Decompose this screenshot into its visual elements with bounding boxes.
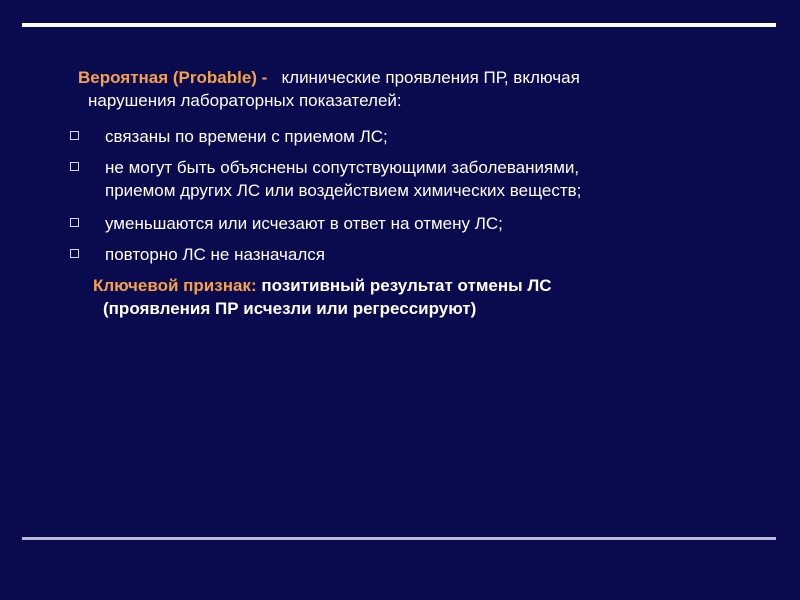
definition-term: Вероятная (Probable) - (78, 68, 268, 87)
square-bullet-icon (70, 218, 79, 227)
criteria-text-2-line-2: приемом других ЛС или воздействием химических веществ; (105, 181, 582, 200)
square-bullet-icon (70, 162, 79, 171)
key-sign-line-2: (проявления ПР исчезли или регрессируют) (103, 299, 477, 318)
criteria-text-4: повторно ЛС не назначался (105, 245, 325, 264)
key-sign-paragraph (93, 274, 753, 320)
criteria-text-2-line-1: не могут быть объяснены сопутствующими заболеваниями, (105, 158, 580, 177)
definition-line-1 (78, 66, 768, 89)
criteria-text-1: связаны по времени с приемом ЛС; (105, 127, 388, 146)
bottom-divider (22, 537, 776, 540)
square-bullet-icon (70, 249, 79, 258)
definition-line-2: нарушения лабораторных показателей: (88, 91, 402, 110)
key-sign-line-1 (93, 274, 753, 297)
criteria-text-3: уменьшаются или исчезают в ответ на отмену ЛС; (105, 214, 503, 233)
definition-paragraph (78, 66, 768, 112)
criteria-text-2 (105, 156, 765, 202)
definition-text: клинические проявления ПР, включая (281, 68, 580, 87)
key-sign-text: позитивный результат отмены ЛС (261, 276, 552, 295)
key-sign-label: Ключевой признак: (93, 276, 257, 295)
square-bullet-icon (70, 131, 79, 140)
